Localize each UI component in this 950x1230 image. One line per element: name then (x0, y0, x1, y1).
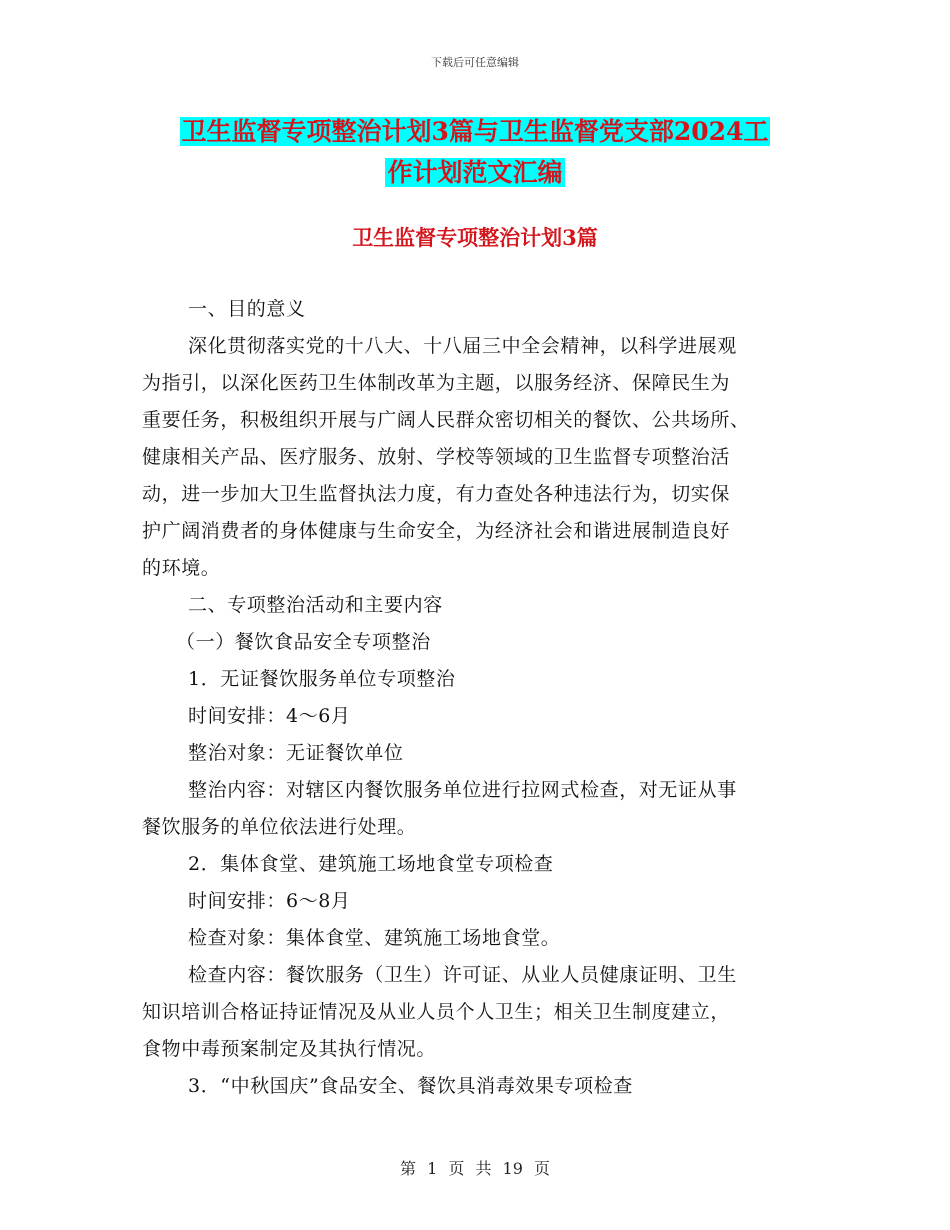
paragraph-line: 的环境。 (142, 557, 221, 579)
title-highlight-2: 作计划范文汇编 (387, 158, 563, 187)
document-title-line-2 (0, 153, 950, 189)
header-note: 下载后可任意编辑 (431, 56, 519, 69)
page-footer: 第 1 页 共 19 页 (400, 1159, 550, 1178)
heading-activities: 二、专项整治活动和主要内容 (188, 594, 443, 616)
paragraph-line: 护广阔消费者的身体健康与生命安全，为经济社会和谐进展制造良好 (142, 520, 731, 542)
paragraph-line: 重要任务，积极组织开展与广阔人民群众密切相关的餐饮、公共场所、 (142, 409, 750, 431)
paragraph-line: 健康相关产品、医疗服务、放射、学校等领域的卫生监督专项整治活 (142, 446, 731, 468)
subheading-food-safety: （一）餐饮食品安全专项整治 (176, 631, 431, 653)
heading-purpose: 一、目的意义 (188, 298, 306, 320)
document-title-line-1 (0, 112, 950, 148)
title-highlight-1: 卫生监督专项整治计划3篇与卫生监督党支部2024工 (181, 117, 769, 146)
item-heading-3: 3．“中秋国庆”食品安全、餐饮具消毒效果专项检查 (188, 1075, 633, 1097)
paragraph-line: 整治对象：无证餐饮单位 (188, 742, 404, 764)
paragraph-line: 食物中毒预案制定及其执行情况。 (142, 1038, 437, 1060)
paragraph-line: 检查内容：餐饮服务（卫生）许可证、从业人员健康证明、卫生 (188, 964, 737, 986)
section-title: 卫生监督专项整治计划3篇 (352, 225, 598, 250)
paragraph-line: 时间安排：4～6月 (188, 705, 351, 727)
paragraph-line: 餐饮服务的单位依法进行处理。 (142, 816, 417, 838)
paragraph-line: 知识培训合格证持证情况及从业人员个人卫生；相关卫生制度建立， (142, 1001, 731, 1023)
paragraph-line: 为指引，以深化医药卫生体制改革为主题，以服务经济、保障民生为 (142, 372, 731, 394)
paragraph-line: 整治内容：对辖区内餐饮服务单位进行拉网式检查，对无证从事 (188, 779, 737, 801)
paragraph-line: 深化贯彻落实党的十八大、十八届三中全会精神，以科学进展观 (188, 335, 737, 357)
paragraph-line: 时间安排：6～8月 (188, 890, 351, 912)
paragraph-line: 检查对象：集体食堂、建筑施工场地食堂。 (188, 927, 561, 949)
item-heading-2: 2．集体食堂、建筑施工场地食堂专项检查 (188, 853, 554, 875)
paragraph-line: 动，进一步加大卫生监督执法力度，有力查处各种违法行为，切实保 (142, 483, 731, 505)
item-heading-1: 1．无证餐饮服务单位专项整治 (188, 668, 456, 690)
